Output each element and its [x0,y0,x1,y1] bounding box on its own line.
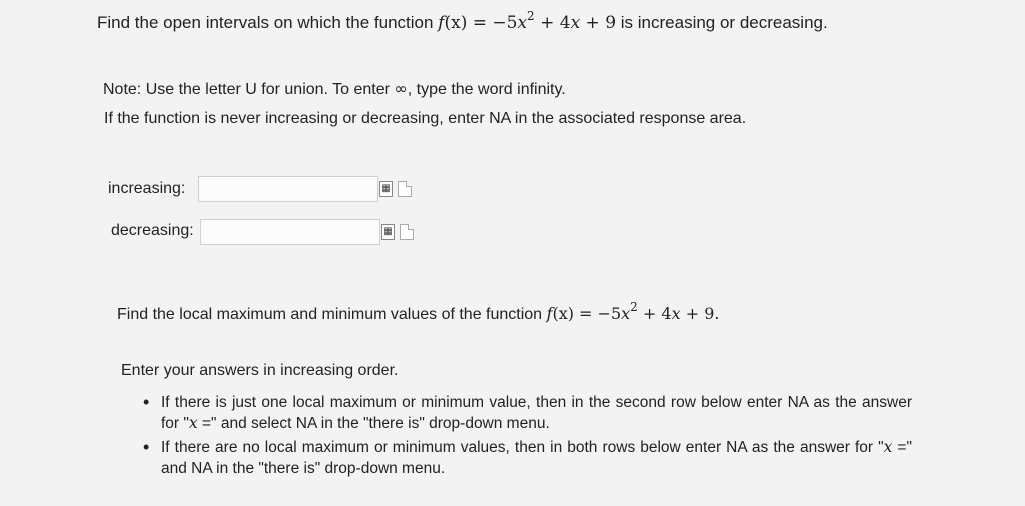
question-2-text: Find the local maximum and minimum values of the function $f(x) = -5x^2 + 4x + 9$. [117,300,720,323]
decreasing-input[interactable] [200,219,380,245]
instructions-intro: Enter your answers in increasing order. [121,362,399,379]
preview-icon[interactable] [400,224,414,240]
function-expression: $f(x) = -5x^2 + 4x + 9$ [438,9,617,33]
keyboard-icon[interactable]: ▦ [379,181,393,197]
infinity-symbol: ∞ [394,79,408,98]
keyboard-icon[interactable]: ▦ [381,224,395,240]
question-1-text: Find the open intervals on which the function $f(x) = -5x^2 + 4x + 9$ is increasing or decreasing. [97,9,828,33]
note-na: If the function is never increasing or decreasing, enter NA in the associated response area. [104,110,747,127]
note-union: Note: Use the letter U for union. To enter ∞, type the word infinity. [103,79,566,98]
preview-icon[interactable] [398,181,412,197]
function-expression: $f(x) = -5x^2 + 4x + 9$. [546,300,720,323]
increasing-label: increasing: [108,180,186,197]
list-item: • If there are no local maximum or minimum values, then in both rows below enter NA as the answer for "x =" and NA in the "there is" drop-down menu. [142,437,912,479]
increasing-input[interactable] [198,176,378,202]
list-item: • If there is just one local maximum or minimum value, then in the second row below enter NA as the answer for "x =" and select NA in the "there is" drop-down menu. [142,392,912,434]
decreasing-label: decreasing: [111,222,194,239]
instructions-list [142,392,912,482]
